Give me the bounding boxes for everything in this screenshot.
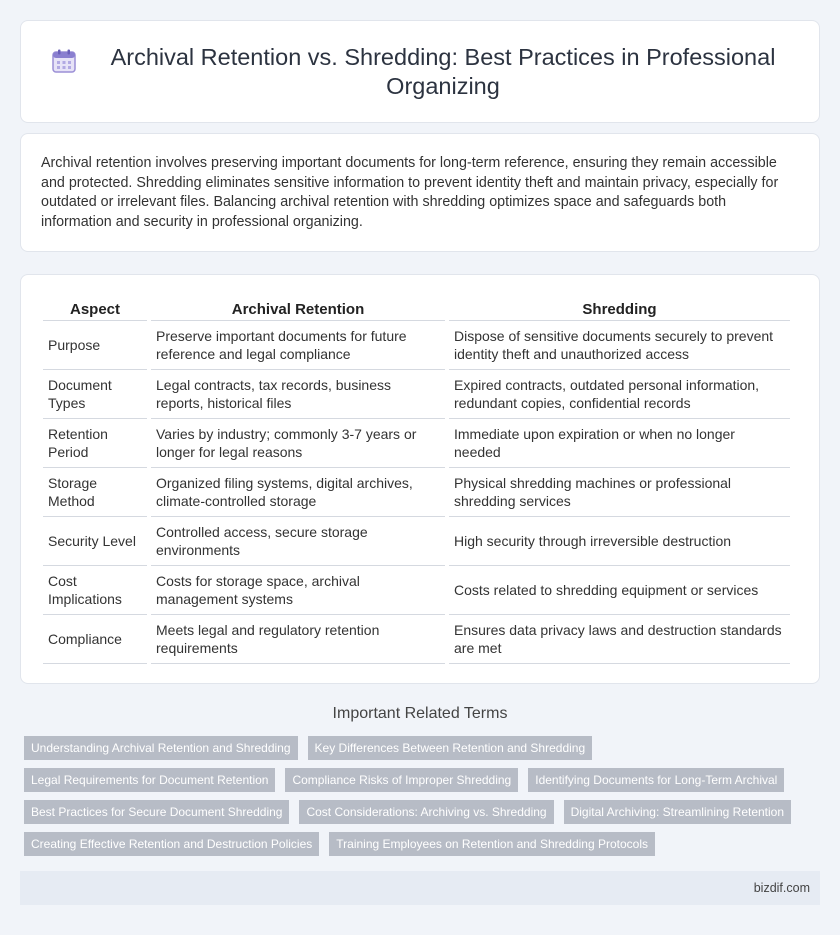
column-header-shredding: Shredding [449, 295, 790, 321]
table-row [43, 615, 790, 664]
row-shredding: Dispose of sensitive documents securely to prevent identity theft and unauthorized access [449, 321, 790, 370]
intro-card [20, 133, 820, 252]
header-card [20, 20, 820, 123]
row-archival: Organized filing systems, digital archives, climate-controlled storage [151, 468, 445, 517]
row-aspect: Storage Method [43, 468, 147, 517]
tag-row [24, 736, 824, 760]
related-term-tag[interactable]: Cost Considerations: Archiving vs. Shredding [299, 800, 553, 824]
row-aspect: Document Types [43, 370, 147, 419]
tag-row [24, 832, 824, 856]
row-archival: Costs for storage space, archival management systems [151, 566, 445, 615]
row-aspect: Compliance [43, 615, 147, 664]
related-term-tag[interactable]: Best Practices for Secure Document Shredding [24, 800, 289, 824]
footer-site-link[interactable]: bizdif.com [753, 881, 810, 895]
table-row [43, 566, 790, 615]
row-aspect: Purpose [43, 321, 147, 370]
row-shredding: Ensures data privacy laws and destruction standards are met [449, 615, 790, 664]
table-row [43, 419, 790, 468]
row-aspect: Cost Implications [43, 566, 147, 615]
header [21, 21, 819, 122]
row-shredding: Physical shredding machines or professional shredding services [449, 468, 790, 517]
related-term-tag[interactable]: Compliance Risks of Improper Shredding [285, 768, 518, 792]
row-shredding: Costs related to shredding equipment or services [449, 566, 790, 615]
row-aspect: Security Level [43, 517, 147, 566]
row-shredding: High security through irreversible destruction [449, 517, 790, 566]
row-archival: Controlled access, secure storage environments [151, 517, 445, 566]
related-term-tag[interactable]: Identifying Documents for Long-Term Archival [528, 768, 784, 792]
intro-paragraph: Archival retention involves preserving important documents for long-term reference, ensuring they remain accessible and protected. Shredding eliminates sensitive information to prevent identity theft and maintain privacy, especially for outdated or irrelevant files. Balancing archival retention with shredding optimizes space and safeguards both information and security in professional organizing. [41, 155, 779, 230]
related-term-tag[interactable]: Creating Effective Retention and Destruction Policies [24, 832, 319, 856]
page-title: Archival Retention vs. Shredding: Best Practices in Professional Organizing [110, 43, 776, 99]
column-header-archival: Archival Retention [151, 295, 445, 321]
table-row [43, 370, 790, 419]
related-term-tag[interactable]: Understanding Archival Retention and Shredding [24, 736, 298, 760]
comparison-table [39, 295, 794, 664]
related-terms [24, 736, 824, 864]
table-row [43, 517, 790, 566]
related-term-tag[interactable]: Digital Archiving: Streamlining Retention [564, 800, 791, 824]
calendar-icon [51, 48, 77, 74]
row-archival: Meets legal and regulatory retention requirements [151, 615, 445, 664]
footer [20, 871, 820, 905]
tag-row [24, 800, 824, 824]
related-term-tag[interactable]: Training Employees on Retention and Shredding Protocols [329, 832, 655, 856]
row-shredding: Expired contracts, outdated personal information, redundant copies, confidential records [449, 370, 790, 419]
table-row [43, 321, 790, 370]
row-archival: Legal contracts, tax records, business reports, historical files [151, 370, 445, 419]
related-term-tag[interactable]: Key Differences Between Retention and Shredding [308, 736, 593, 760]
row-shredding: Immediate upon expiration or when no longer needed [449, 419, 790, 468]
row-archival: Varies by industry; commonly 3-7 years or longer for legal reasons [151, 419, 445, 468]
table-header-row [43, 295, 790, 321]
tag-row [24, 768, 824, 792]
table-row [43, 468, 790, 517]
related-term-tag[interactable]: Legal Requirements for Document Retention [24, 768, 275, 792]
comparison-card [20, 274, 820, 684]
related-terms-title: Important Related Terms [332, 705, 508, 722]
row-aspect: Retention Period [43, 419, 147, 468]
column-header-aspect: Aspect [43, 295, 147, 321]
row-archival: Preserve important documents for future reference and legal compliance [151, 321, 445, 370]
